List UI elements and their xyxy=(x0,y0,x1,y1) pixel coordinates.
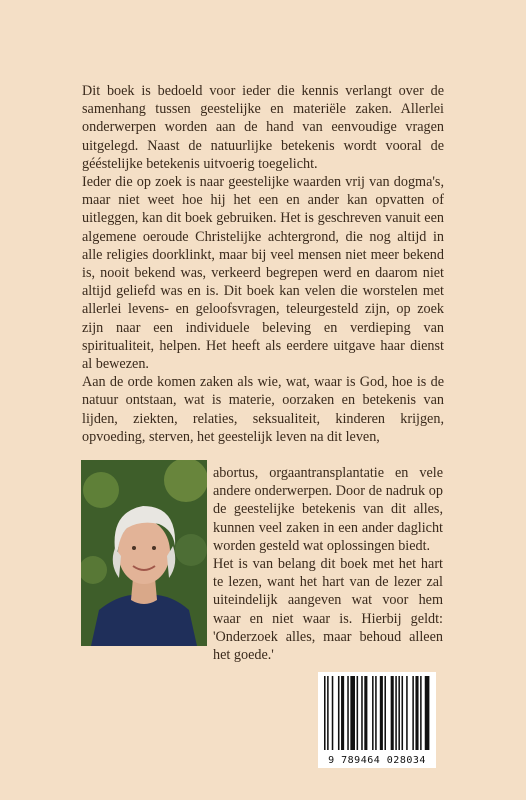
isbn-barcode xyxy=(318,672,436,768)
barcode-bar xyxy=(332,676,334,750)
blurb-paragraph-3: Aan de orde komen zaken als wie, wat, waar is God, hoe is de natuur ontstaan, wat is materie, oorzaken en betekenis van lijden, ziekten, relaties, seksualiteit, kinderen krijgen, opvoeding, sterven, het geestelijk leven na dit leven, xyxy=(82,374,444,445)
barcode-bar xyxy=(361,676,363,750)
barcode-bar xyxy=(372,676,374,750)
barcode-bar xyxy=(364,676,367,750)
blurb-paragraph-1: Dit boek is bedoeld voor ieder die kennis verlangt over de samenhang tussen geestelijke en materiële zaken. Allerlei onderwerpen worden aan de hand van eenvoudige vragen uitgelegd. Naast de natuurlijke betekenis wordt vooral de gééstelijke betekenis uitvoerig toegelicht. xyxy=(82,83,444,172)
author-photo xyxy=(81,460,207,646)
barcode-bar xyxy=(415,676,418,750)
blurb-text-wrapped xyxy=(213,464,443,664)
barcode-bars xyxy=(318,672,436,752)
barcode-bar xyxy=(380,676,383,750)
barcode-bar xyxy=(391,676,394,750)
barcode-bar xyxy=(384,676,386,750)
blurb-text xyxy=(82,82,444,446)
blurb-paragraph-4: Het is van belang dit boek met het hart te lezen, want het hart van de lezer zal uiteindelijk aangeven wat voor hem waar en niet waar is. Hierbij geldt: 'Onderzoek alles, maar behoud alleen het goede.' xyxy=(213,556,443,664)
barcode-bar xyxy=(347,676,349,750)
barcode-bar xyxy=(338,676,340,750)
barcode-bar xyxy=(425,676,430,750)
barcode-bar xyxy=(341,676,344,750)
isbn-number: 9 789464 028034 xyxy=(328,755,426,766)
barcode-bar xyxy=(398,676,400,750)
barcode-bar xyxy=(420,676,422,750)
barcode-bar xyxy=(357,676,359,750)
blurb-paragraph-2: Ieder die op zoek is naar geestelijke waarden vrij van dogma's, maar niet weet hoe hij het een en ander kan opvatten of uitleggen, kan dit boek gebruiken. Het is geschreven vanuit een algemene oeroude Christelijke achtergrond, die nog altijd in alle religies doorklinkt, maar bij veel mensen niet meer bekend is, nooit bekend was, verkeerd begrepen werd en daarom niet altijd geliefd was en is. Dit boek kan velen die worstelen met allerlei levens- en geloofsvragen, teleurgesteld zijn, op zoek zijn naar een individuele beleving en verdieping van spiritualiteit, helpen. Het heeft als eerdere uitgave haar dienst al bewezen. xyxy=(82,174,444,373)
barcode-bar xyxy=(375,676,377,750)
barcode-bar xyxy=(412,676,414,750)
barcode-bar xyxy=(350,676,355,750)
barcode-bar xyxy=(402,676,404,750)
barcode-bar xyxy=(324,676,326,750)
barcode-bar xyxy=(327,676,329,750)
barcode-bar xyxy=(406,676,408,750)
blurb-paragraph-3-continued: abortus, orgaantransplantatie en vele andere onderwerpen. Door de nadruk op de geestelijke betekenis van dit alles, kunnen veel zaken in een ander daglicht worden gesteld wat oplossingen biedt. xyxy=(213,465,443,554)
barcode-bar xyxy=(395,676,397,750)
